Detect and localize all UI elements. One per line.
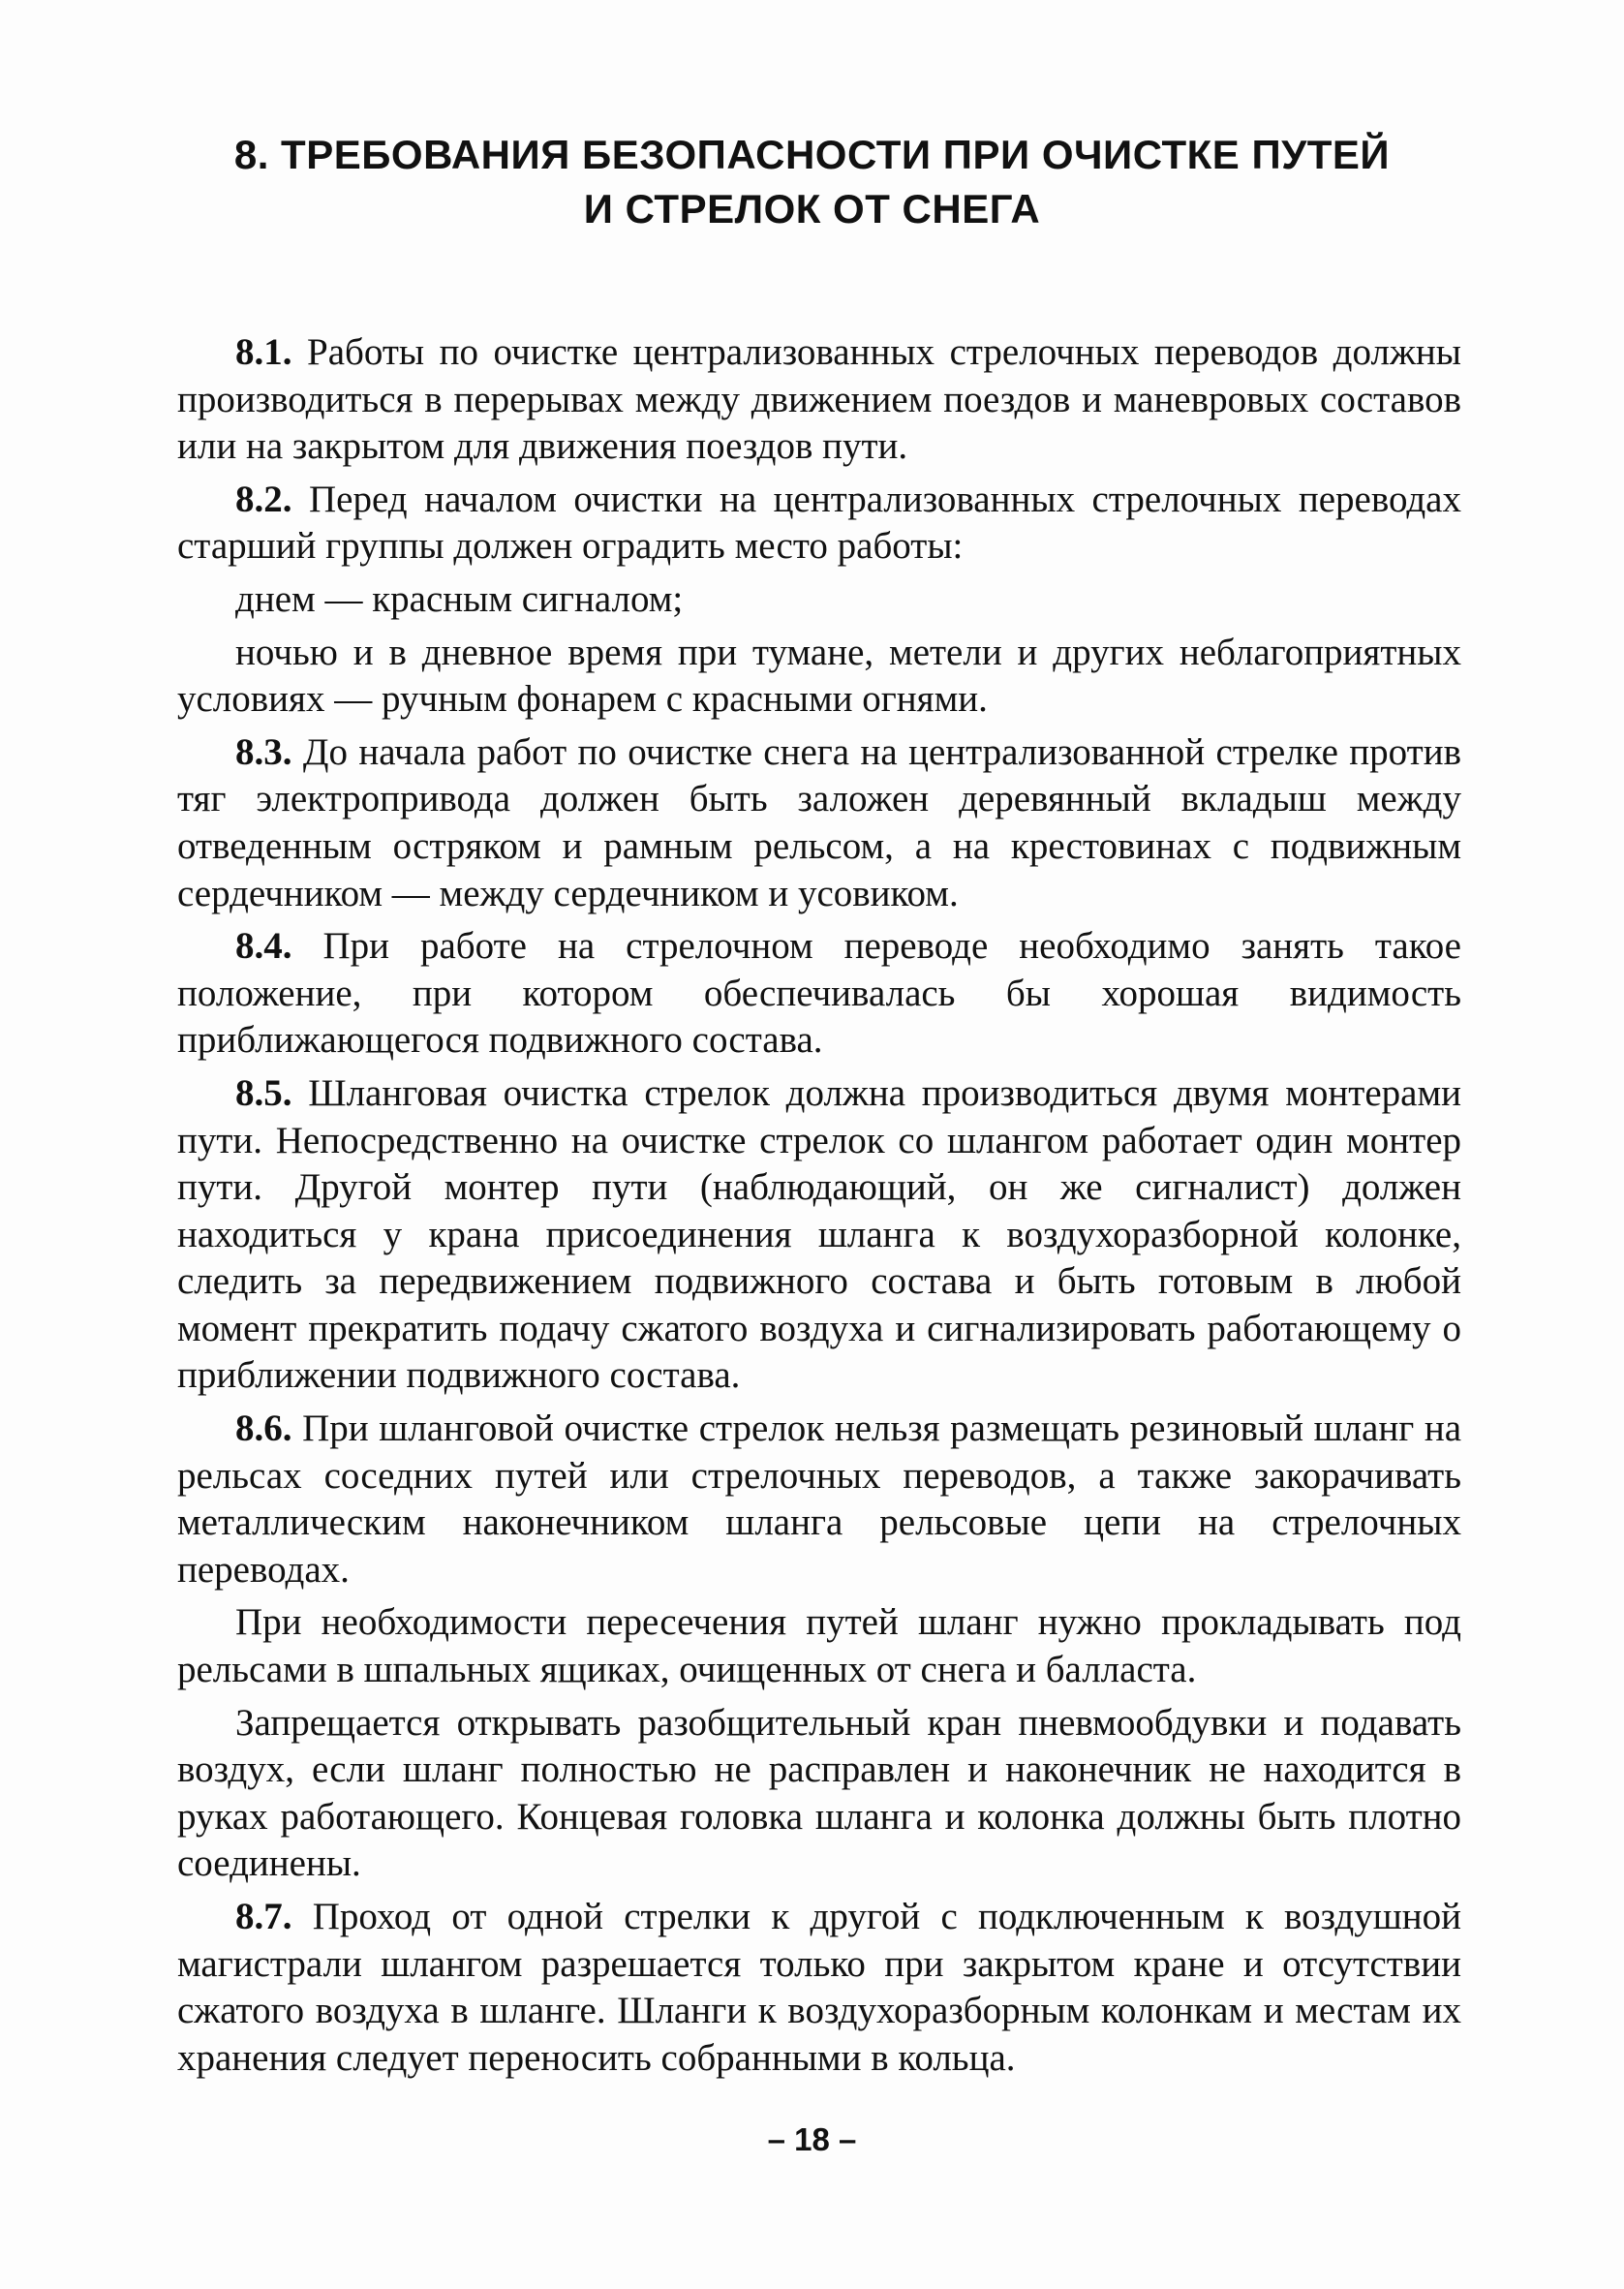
paragraph-8-7 [177, 1894, 1461, 2082]
paragraph-text: До начала работ по очистке снега на централизованной стрелке против тяг электропривода должен быть заложен деревянный вкладыш между отведенным остряком и рамным рельсом, а на крестовинах с подвижным сердечником — между сердечником и усовиком. [177, 730, 1461, 914]
paragraph-text: Шланговая очистка стрелок должна производиться двумя монтерами пути. Непосредственно на очистке стрелок со шлангом работает один монтер пути. Другой монтер пути (наблюдающий, он же сигналист) должен находиться у крана присоединения шланга к воздухоразборной колонке, следить за передвижением подвижного состава и быть готовым в любой момент прекратить подачу сжатого воздуха и сигнализировать работающему о приближении подвижного состава. [177, 1071, 1461, 1397]
paragraph-number: 8.2. [235, 478, 292, 520]
paragraph-8-5 [177, 1070, 1461, 1400]
paragraph-text: При шланговой очистке стрелок нельзя размещать резиновый шланг на рельсах соседних путей или стрелочных переводов, а также закорачивать металлическим наконечником шланга рельсовые цепи на стрелочных переводах. [177, 1407, 1461, 1591]
paragraph-number: 8.6. [235, 1407, 292, 1450]
paragraph-text: Перед началом очистки на централизованных стрелочных переводах старший группы должен оградить место работы: [177, 478, 1461, 568]
section-title [145, 128, 1479, 236]
paragraph-prohibition [177, 1700, 1461, 1888]
page-number: – 18 – [767, 2121, 857, 2157]
paragraph-hose-crossing [177, 1599, 1461, 1693]
paragraph-text: Запрещается открывать разобщительный кран пневмообдувки и подавать воздух, если шланг полностью не расправлен и наконечник не находится в руках работающего. Концевая головка шланга и колонка должны быть плотно соединены. [177, 1701, 1461, 1885]
paragraph-8-6 [177, 1406, 1461, 1593]
paragraph-number: 8.3. [235, 730, 292, 773]
paragraph-number: 8.7. [235, 1896, 292, 1937]
paragraph-text: Проход от одной стрелки к другой с подключенным к воздушной магистрали шлангом разрешается только при закрытом кране и отсутствии сжатого воздуха в шланге. Шланги к воздухоразборным колонкам и местам их хранения следует переносить собранными в кольца. [177, 1896, 1461, 2079]
paragraph-text: При необходимости пересечения путей шланг нужно прокладывать под рельсами в шпальных ящиках, очищенных от снега и балласта. [177, 1601, 1461, 1691]
paragraph-night-signal [177, 630, 1461, 724]
section-title-line-1: 8. ТРЕБОВАНИЯ БЕЗОПАСНОСТИ ПРИ ОЧИСТКЕ ПУТЕЙ [233, 132, 1391, 177]
paragraph-text: При работе на стрелочном переводе необходимо занять такое положение, при котором обеспечивалась бы хорошая видимость приближающегося подвижного состава. [177, 925, 1461, 1062]
paragraph-number: 8.5. [235, 1071, 292, 1114]
paragraph-text: Работы по очистке централизованных стрелочных переводов должны производиться в перерывах между движением поездов и маневровых составов или на закрытом для движения поездов пути. [177, 331, 1461, 468]
section-title-line-2: И СТРЕЛОК ОТ СНЕГА [583, 186, 1041, 232]
paragraph-text: ночью и в дневное время при тумане, метели и других неблагоприятных условиях — ручным фонарем с красными огнями. [177, 631, 1461, 721]
paragraph-8-1 [177, 329, 1461, 471]
paragraph-8-4 [177, 923, 1461, 1065]
paragraph-text: днем — красным сигналом; [235, 577, 684, 620]
paragraph-number: 8.4. [235, 925, 292, 968]
body-text [177, 329, 1461, 2088]
paragraph-number: 8.1. [235, 331, 292, 373]
paragraph-8-3 [177, 729, 1461, 917]
paragraph-day-signal [177, 576, 1461, 624]
paragraph-8-2 [177, 477, 1461, 571]
